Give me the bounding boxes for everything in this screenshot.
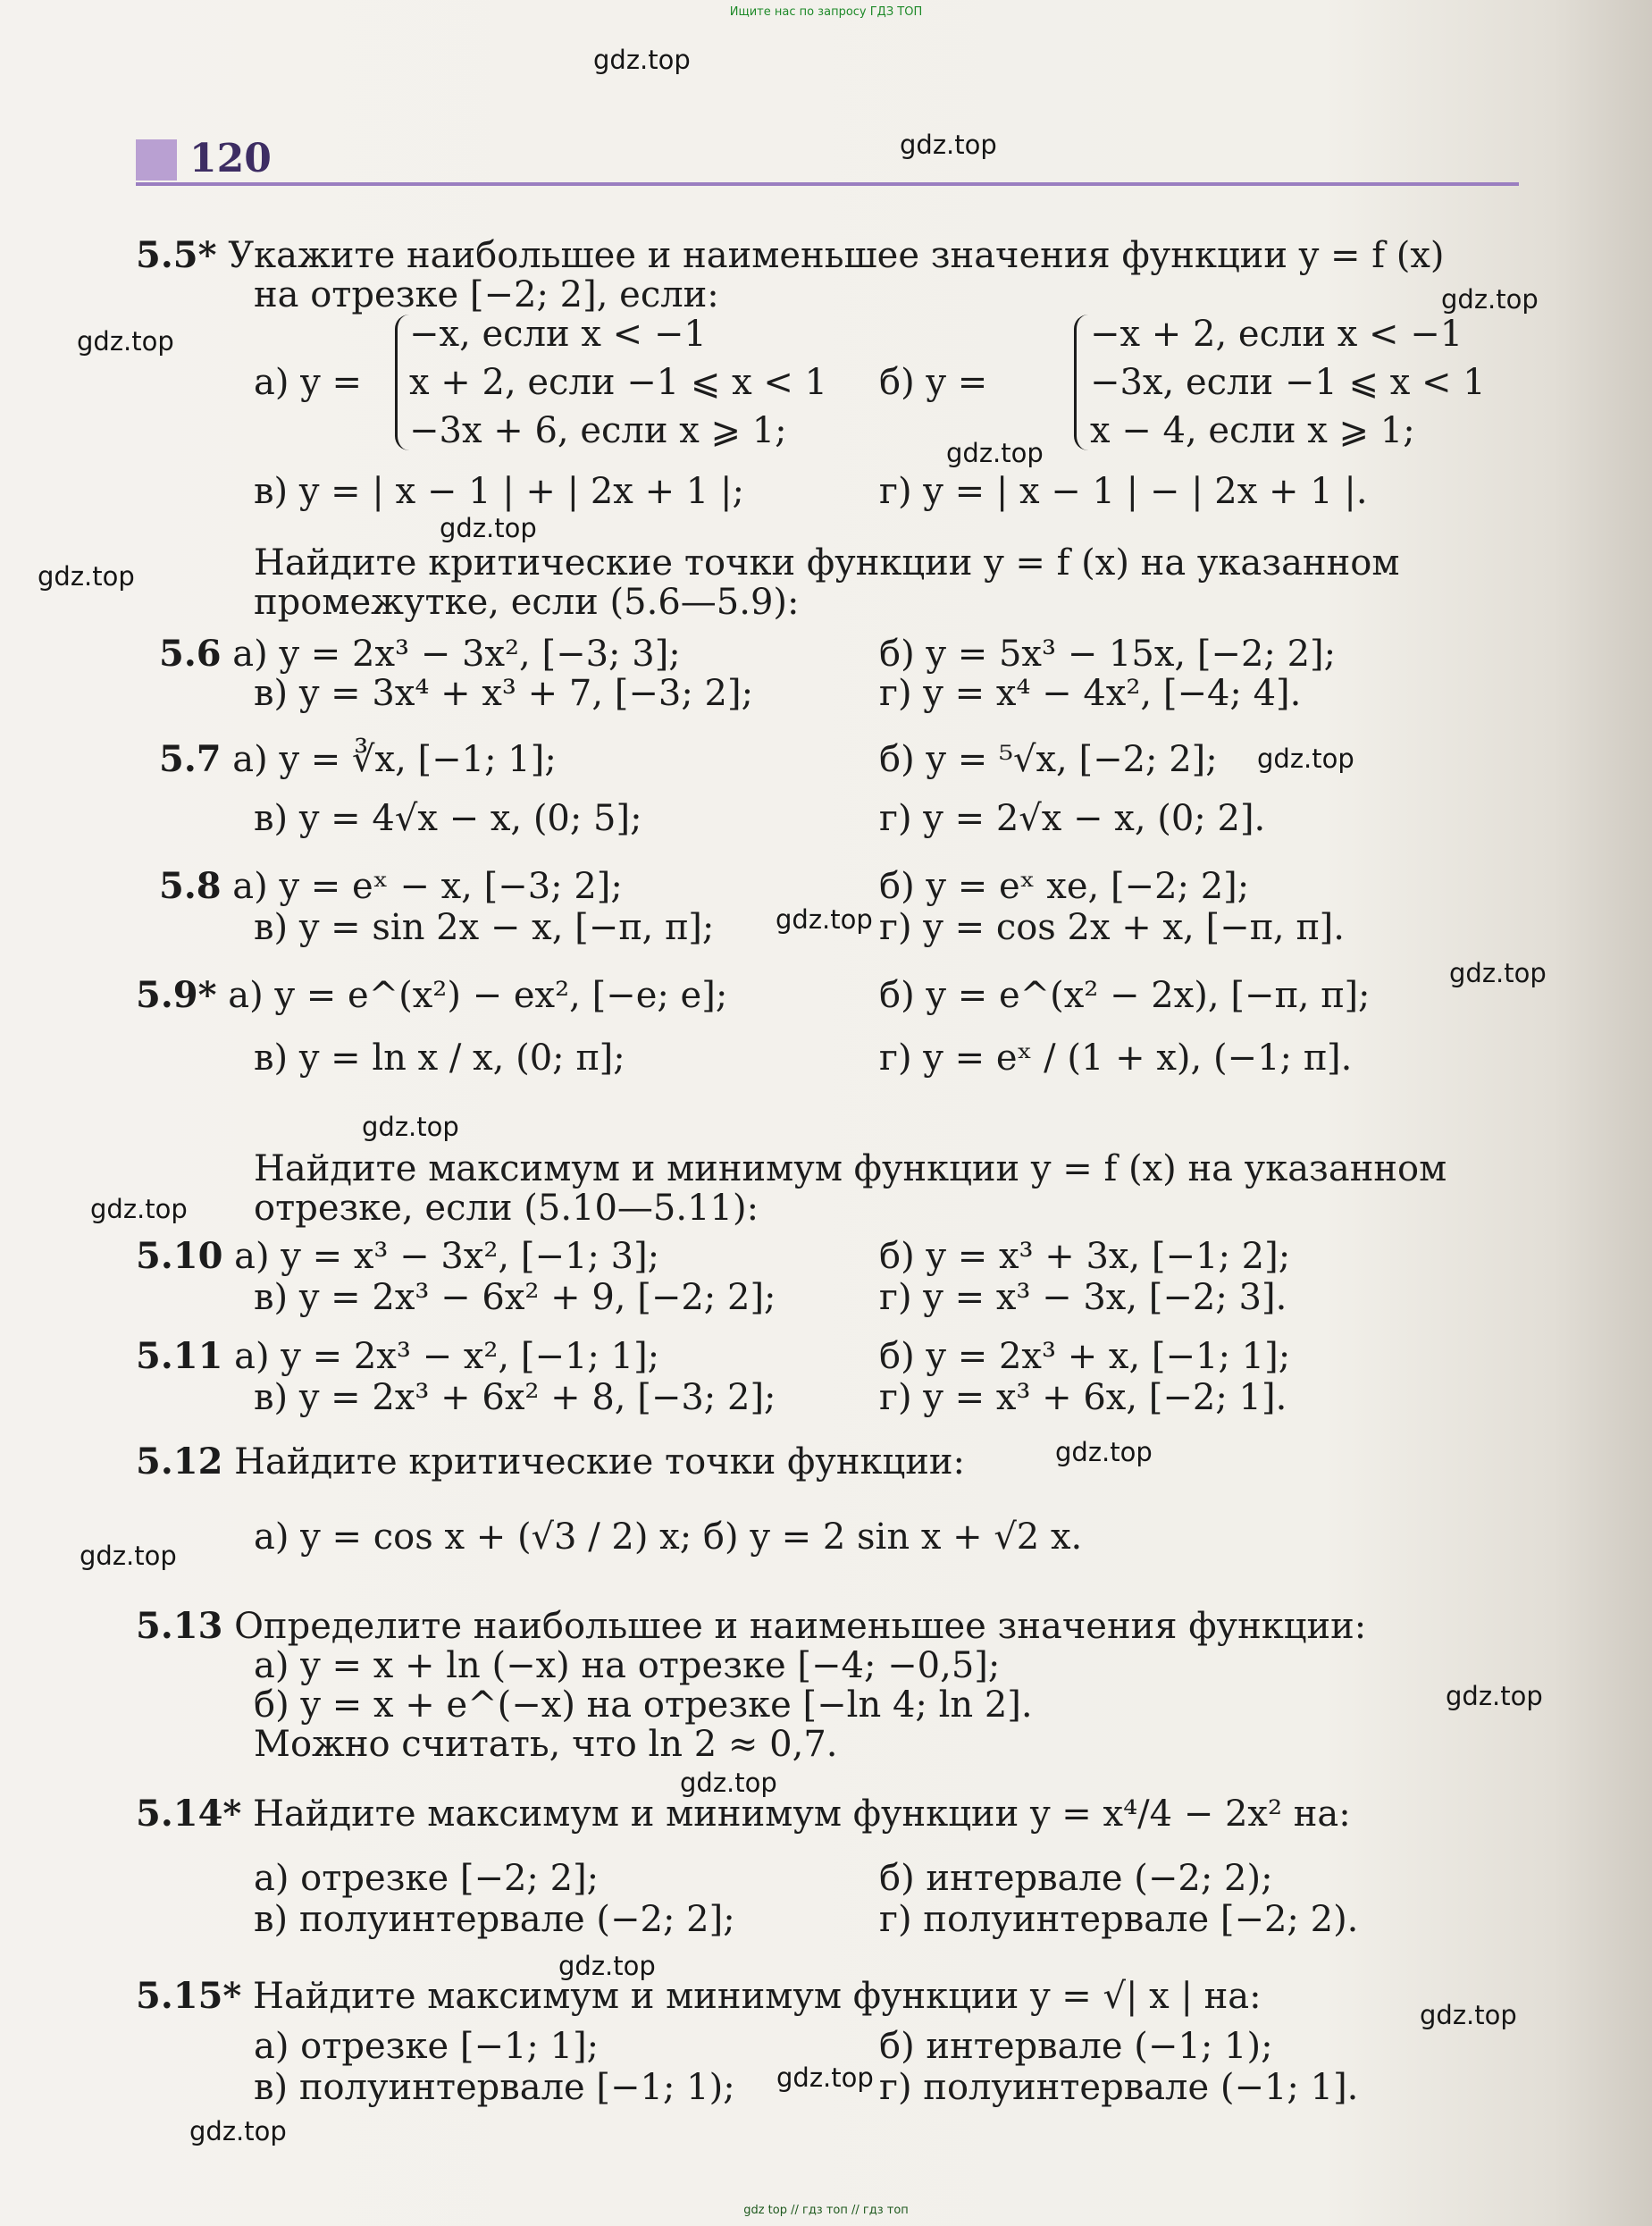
watermark: gdz.top xyxy=(1055,1437,1153,1467)
exercise-line-l01: 5.5* Укажите наибольшее и наименьшее значения функции y = f (x) xyxy=(136,234,1445,276)
watermark: gdz.top xyxy=(680,1768,777,1798)
exercise-line-l09b: б) y = 5x³ − 15x, [−2; 2]; xyxy=(879,634,1337,675)
exercise-line-l06b: г) y = | x − 1 | − | 2x + 1 |. xyxy=(879,471,1368,512)
exercise-line-l20a: в) y = 2x³ − 6x² + 9, [−2; 2]; xyxy=(254,1277,776,1318)
exercise-line-l30a: а) отрезке [−2; 2]; xyxy=(254,1858,600,1899)
exercise-line-l33b: б) интервале (−1; 1); xyxy=(879,2026,1273,2067)
exercise-line-l12a: в) y = 4√x − x, (0; 5]; xyxy=(254,798,642,839)
exercise-line-l04a: а) y = xyxy=(254,362,362,403)
exercise-line-l13a: 5.8 а) y = eˣ − x, [−3; 2]; xyxy=(159,865,623,907)
watermark: gdz.top xyxy=(440,513,537,543)
watermark: gdz.top xyxy=(776,2062,874,2093)
watermark: gdz.top xyxy=(38,561,135,592)
watermark: gdz.top xyxy=(1257,743,1354,774)
exercise-line-l05a: −3x + 6, если x ⩾ 1; xyxy=(409,410,787,451)
exercise-number: 5.8 xyxy=(159,865,222,907)
exercise-line-l31a: в) полуинтервале (−2; 2]; xyxy=(254,1899,735,1940)
exercise-line-l04c: б) y = xyxy=(879,362,988,403)
exercise-number: 5.10 xyxy=(136,1235,223,1277)
exercise-number: 5.12 xyxy=(136,1441,223,1483)
watermark: gdz.top xyxy=(189,2116,287,2146)
watermark: gdz.top xyxy=(362,1112,459,1142)
exercise-line-l20b: г) y = x³ − 3x, [−2; 3]. xyxy=(879,1277,1287,1318)
exercise-line-l04d: −3x, если −1 ⩽ x < 1 xyxy=(1090,362,1486,403)
exercise-line-l21b: б) y = 2x³ + x, [−1; 1]; xyxy=(879,1336,1291,1377)
exercise-line-l05b: x − 4, если x ⩾ 1; xyxy=(1090,410,1415,451)
exercise-line-l18: отрезке, если (5.10—5.11): xyxy=(254,1188,759,1229)
exercise-line-l11b: б) y = ⁵√x, [−2; 2]; xyxy=(879,739,1218,780)
exercise-line-l14b: г) y = cos 2x + x, [−π, π]. xyxy=(879,907,1345,948)
watermark: gdz.top xyxy=(946,438,1044,468)
exercise-line-l31b: г) полуинтервале [−2; 2). xyxy=(879,1899,1359,1940)
exercise-line-l07: Найдите критические точки функции y = f (x) на указанном xyxy=(254,542,1400,584)
footer-links[interactable]: gdz top // гдз топ // гдз топ xyxy=(743,2204,909,2217)
exercise-number: 5.14* xyxy=(136,1793,242,1835)
exercise-line-l34a: в) полуинтервале [−1; 1); xyxy=(254,2067,735,2108)
watermark: gdz.top xyxy=(1449,958,1547,988)
exercise-line-l04b: x + 2, если −1 ⩽ x < 1 xyxy=(409,362,828,403)
exercise-line-l19b: б) y = x³ + 3x, [−1; 2]; xyxy=(879,1236,1291,1277)
exercise-line-l10b: г) y = x⁴ − 4x², [−4; 4]. xyxy=(879,673,1302,714)
piecewise-brace-a xyxy=(395,315,414,450)
exercise-line-l22b: г) y = x³ + 6x, [−2; 1]. xyxy=(879,1377,1287,1418)
watermark: gdz.top xyxy=(558,1951,656,1981)
exercise-line-l27: б) y = x + e^(−x) на отрезке [−ln 4; ln 2]. xyxy=(254,1684,1033,1726)
exercise-line-l11a: 5.7 а) y = ∛x, [−1; 1]; xyxy=(159,738,557,780)
exercise-line-l13b: б) y = eˣ xe, [−2; 2]; xyxy=(879,866,1250,907)
exercise-line-l16a: в) y = ln x / x, (0; π]; xyxy=(254,1037,625,1079)
exercise-number: 5.15* xyxy=(136,1975,242,2017)
exercise-line-l30b: б) интервале (−2; 2); xyxy=(879,1858,1273,1899)
exercise-line-l34b: г) полуинтервале (−1; 1]. xyxy=(879,2067,1359,2108)
exercise-line-l10a: в) y = 3x⁴ + x³ + 7, [−3; 2]; xyxy=(254,673,754,714)
exercise-number: 5.13 xyxy=(136,1605,223,1647)
exercise-line-l29: 5.14* Найдите максимум и минимум функции y = x⁴/4 − 2x² на: xyxy=(136,1793,1351,1835)
exercise-number: 5.6 xyxy=(159,633,222,675)
watermark: gdz.top xyxy=(90,1194,188,1224)
exercise-number: 5.11 xyxy=(136,1335,223,1377)
page-number: 120 xyxy=(189,136,272,181)
exercise-line-l09a: 5.6 а) y = 2x³ − 3x², [−3; 3]; xyxy=(159,633,681,675)
exercise-line-l15b: б) y = e^(x² − 2x), [−π, π]; xyxy=(879,975,1371,1016)
exercise-line-l25: 5.13 Определите наибольшее и наименьшее значения функции: xyxy=(136,1605,1367,1647)
exercise-line-l16b: г) y = eˣ / (1 + x), (−1; π]. xyxy=(879,1037,1353,1079)
exercise-line-l15a: 5.9* а) y = e^(x²) − ex², [−e; e]; xyxy=(136,974,728,1016)
exercise-number: 5.7 xyxy=(159,738,222,780)
exercise-line-l03a: −x, если x < −1 xyxy=(409,314,707,355)
exercise-line-l08: промежутке, если (5.6—5.9): xyxy=(254,582,800,623)
exercise-line-l19a: 5.10 а) y = x³ − 3x², [−1; 3]; xyxy=(136,1235,660,1277)
exercise-line-l06a: в) y = | x − 1 | + | 2x + 1 |; xyxy=(254,471,744,512)
watermark: gdz.top xyxy=(80,1541,177,1571)
exercise-line-l32: 5.15* Найдите максимум и минимум функции y = √| x | на: xyxy=(136,1975,1262,2017)
exercise-number: 5.9* xyxy=(136,974,217,1016)
exercise-line-l26: а) y = x + ln (−x) на отрезке [−4; −0,5]; xyxy=(254,1645,1001,1686)
piecewise-brace-b xyxy=(1074,315,1093,450)
watermark: gdz.top xyxy=(77,326,174,357)
exercise-line-l03b: −x + 2, если x < −1 xyxy=(1090,314,1463,355)
exercise-line-l21a: 5.11 а) y = 2x³ − x², [−1; 1]; xyxy=(136,1335,660,1377)
top-banner[interactable]: Ищите нас по запросу ГДЗ ТОП xyxy=(729,5,923,19)
watermark: gdz.top xyxy=(1441,284,1539,315)
exercise-line-l23: 5.12 Найдите критические точки функции: xyxy=(136,1441,966,1483)
exercise-line-l12b: г) y = 2√x − x, (0; 2]. xyxy=(879,798,1266,839)
exercise-line-l14a: в) y = sin 2x − x, [−π, π]; xyxy=(254,907,715,948)
exercise-line-l22a: в) y = 2x³ + 6x² + 8, [−3; 2]; xyxy=(254,1377,776,1418)
exercise-line-l33a: а) отрезке [−1; 1]; xyxy=(254,2026,600,2067)
exercise-line-l02: на отрезке [−2; 2], если: xyxy=(254,274,719,315)
watermark: gdz.top xyxy=(593,45,691,75)
watermark: gdz.top xyxy=(900,130,997,160)
exercise-number: 5.5* xyxy=(136,234,217,276)
exercise-line-l24: а) y = cos x + (√3 / 2) x; б) y = 2 sin x + √2 x. xyxy=(254,1516,1083,1558)
watermark: gdz.top xyxy=(1446,1681,1543,1711)
exercise-line-l17: Найдите максимум и минимум функции y = f (x) на указанном xyxy=(254,1148,1447,1189)
watermark: gdz.top xyxy=(1420,2000,1517,2030)
watermark: gdz.top xyxy=(776,904,873,935)
exercise-line-l28: Можно считать, что ln 2 ≈ 0,7. xyxy=(254,1724,838,1765)
